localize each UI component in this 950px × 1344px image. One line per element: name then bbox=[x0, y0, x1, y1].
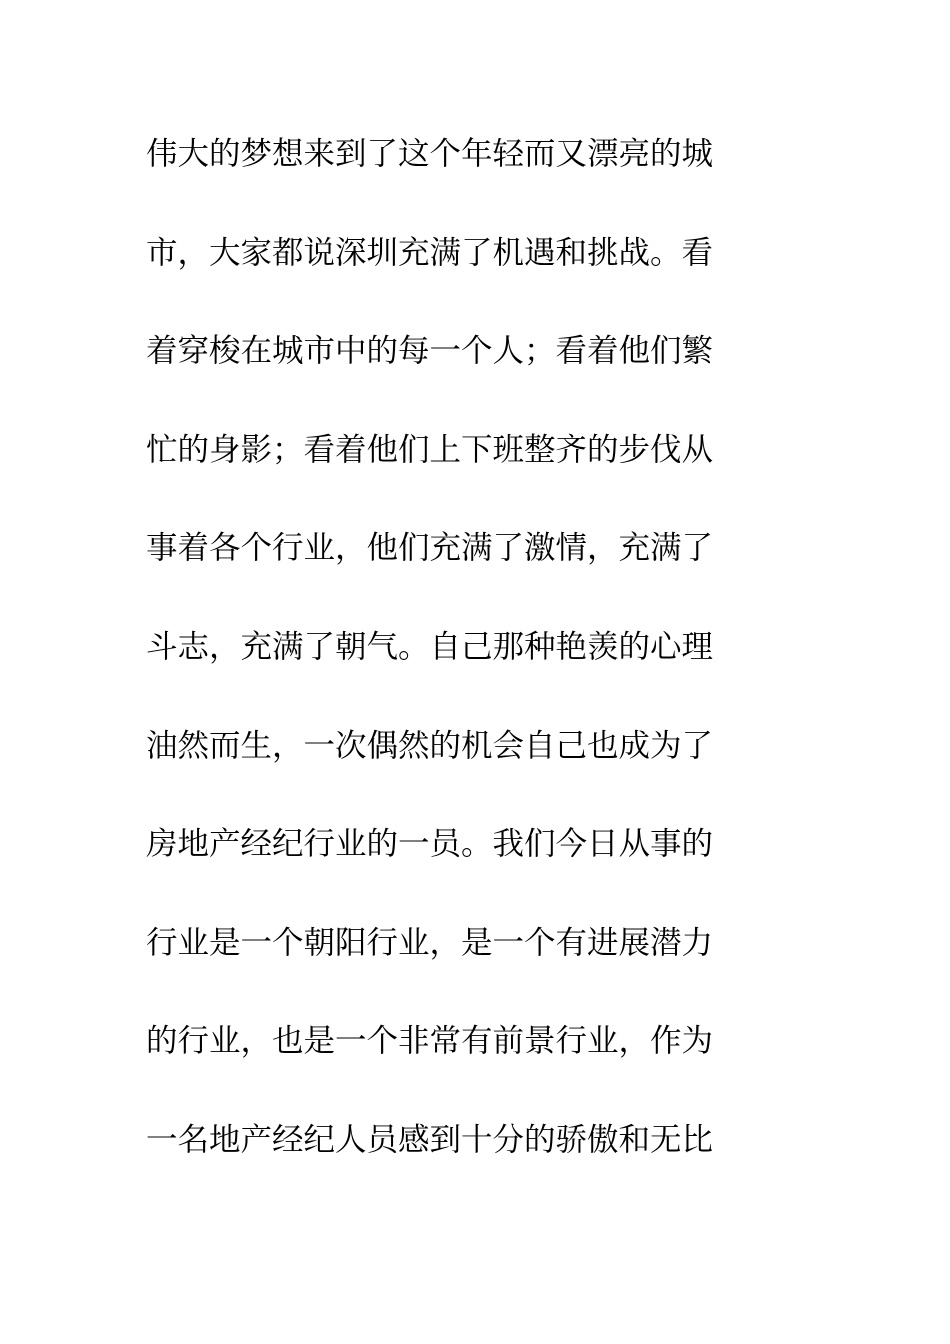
text-line: 的行业，也是一个非常有前景行业，作为 bbox=[146, 1023, 714, 1060]
text-line: 事着各个行业，他们充满了激情，充满了 bbox=[146, 530, 714, 567]
text-line: 房地产经纪行业的一员。我们今日从事的 bbox=[146, 826, 714, 863]
text-line: 油然而生，一次偶然的机会自己也成为了 bbox=[146, 727, 714, 764]
text-line: 一名地产经纪人员感到十分的骄傲和无比 bbox=[146, 1121, 714, 1158]
text-line: 伟大的梦想来到了这个年轻而又漂亮的城 bbox=[146, 136, 714, 172]
text-line: 着穿梭在城市中的每一个人；看着他们繁 bbox=[146, 333, 714, 370]
text-line: 斗志，充满了朝气。自己那种艳羡的心理 bbox=[146, 628, 714, 665]
body-text bbox=[146, 128, 806, 1213]
text-line: 市，大家都说深圳充满了机遇和挑战。看 bbox=[146, 234, 714, 271]
text-line: 忙的身影；看着他们上下班整齐的步伐从 bbox=[146, 431, 714, 468]
text-line: 行业是一个朝阳行业，是一个有进展潜力 bbox=[146, 924, 714, 961]
